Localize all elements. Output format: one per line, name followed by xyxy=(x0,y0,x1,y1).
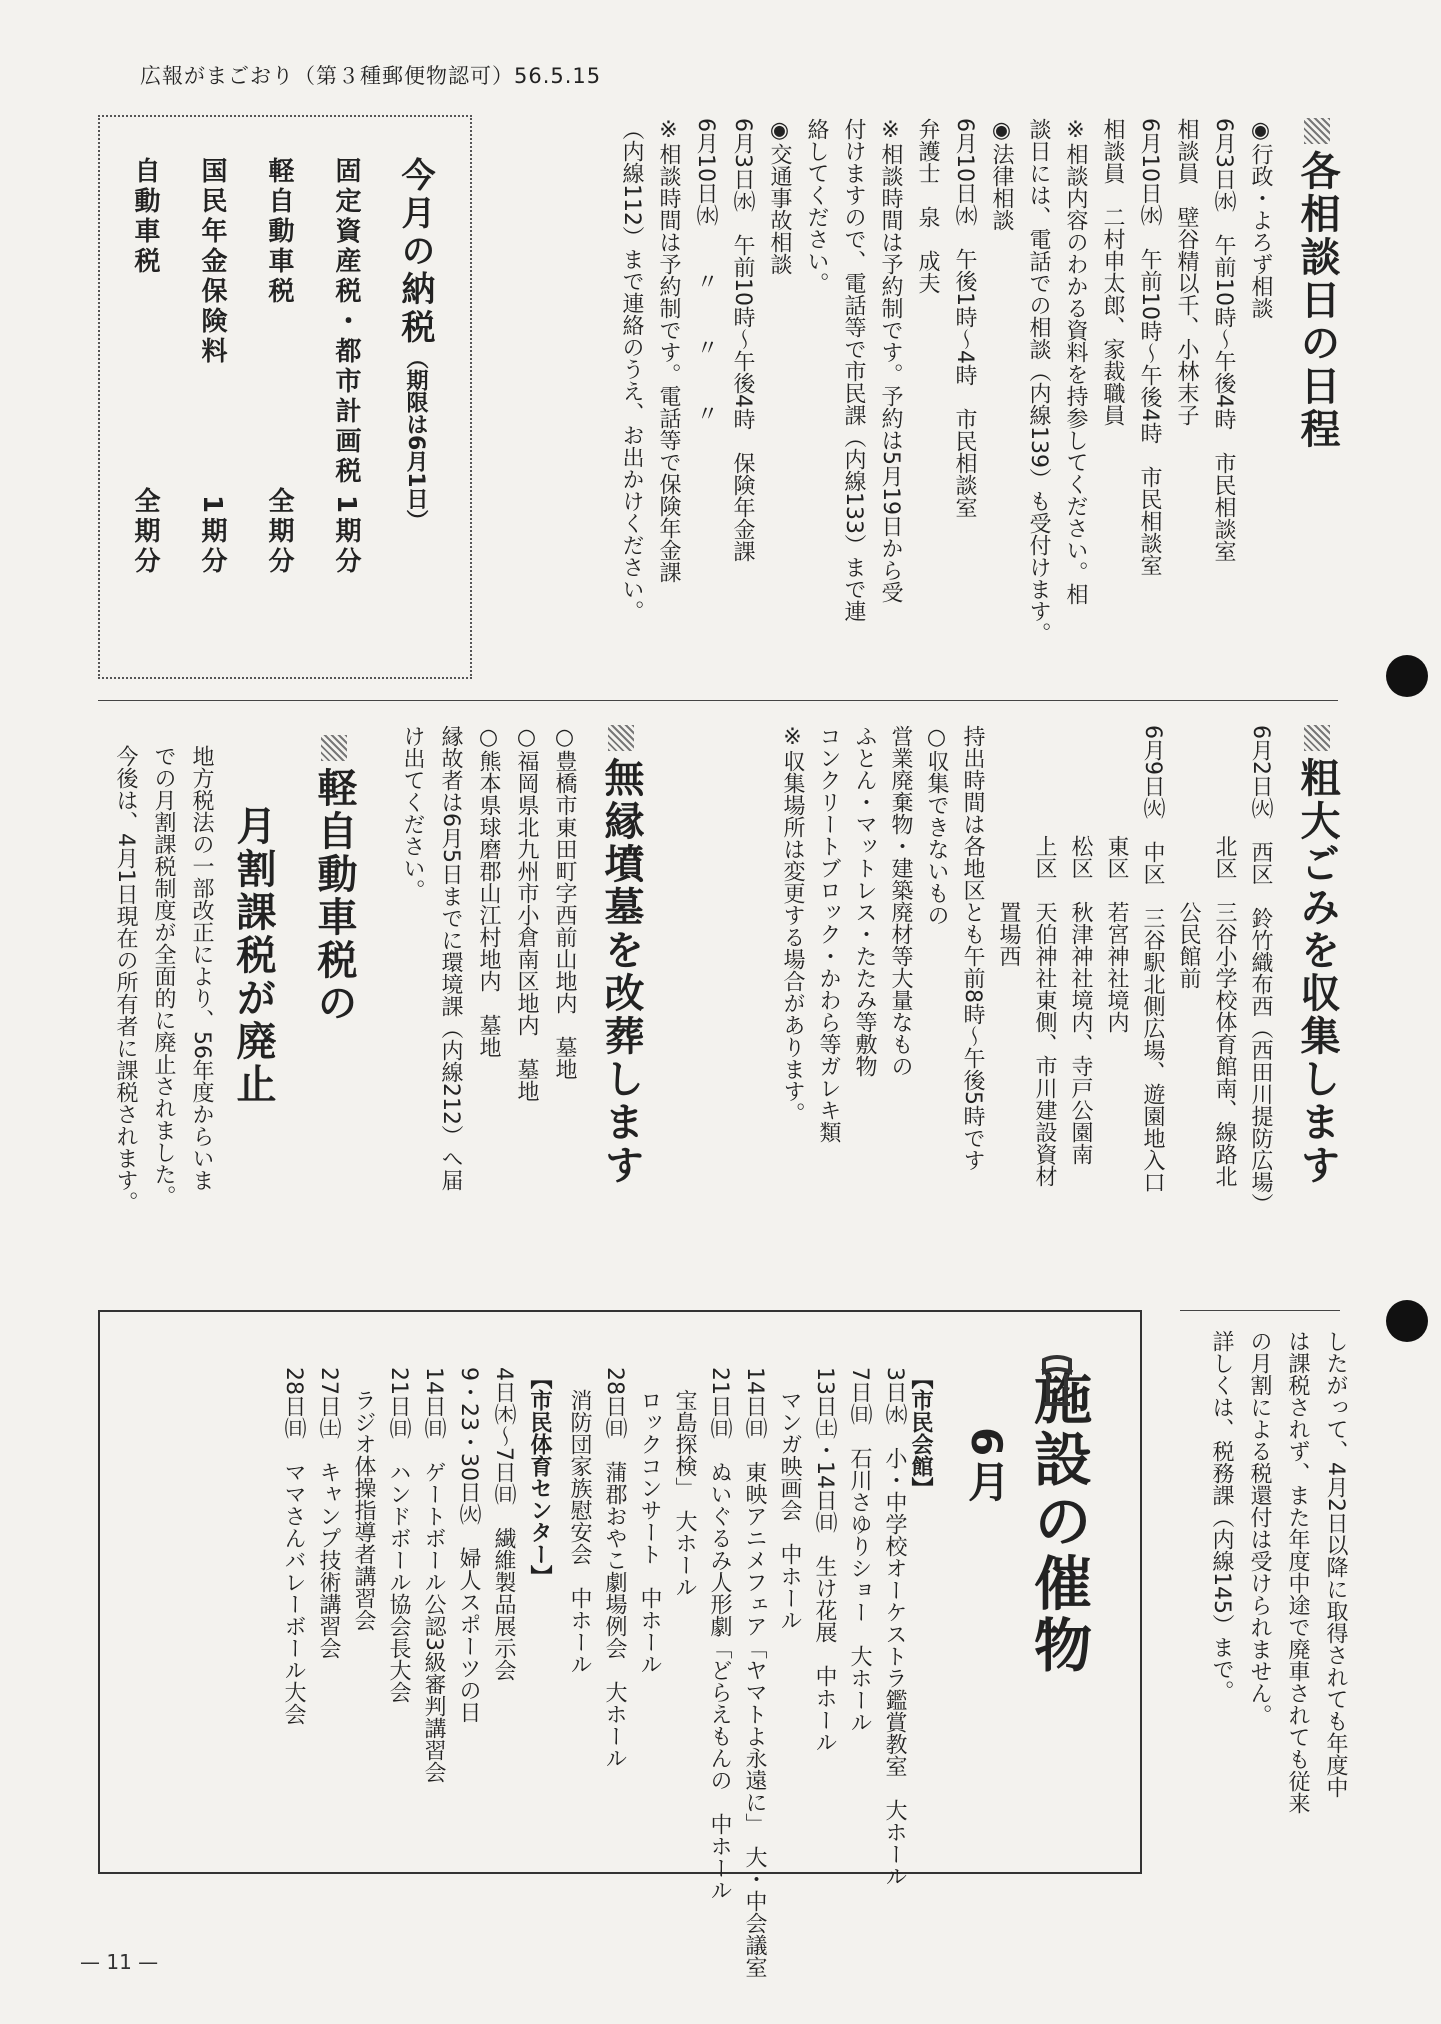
cartax-body-right xyxy=(1194,1330,1346,1890)
text-line: 詳しくは、税務課（内線145）まで。 xyxy=(1209,1330,1234,1702)
page-number: — 11 — xyxy=(80,1950,159,1974)
tax-item xyxy=(261,157,298,577)
text-line: （内線112）まで連絡のうえ、お出かけください。 xyxy=(619,118,644,622)
text-line: ○熊本県球磨郡山江村地内 墓地 xyxy=(476,725,501,1058)
garbage-lines xyxy=(767,725,1271,1295)
cartax-title-1: 軽自動車税の xyxy=(311,767,357,1025)
grave-section xyxy=(385,725,650,1295)
page-header: 広報がまごおり（第３種郵便物認可）56.5.15 xyxy=(140,64,602,88)
garbage-title: 粗大ごみを収集します xyxy=(1294,757,1340,1187)
binder-hole-top xyxy=(1386,655,1428,697)
tax-deadline: （期限は6月1日） xyxy=(403,347,428,532)
venue-gym: 【市民体育センター】 xyxy=(527,1367,552,1587)
text-line: 消防団家族慰安会 中ホール xyxy=(567,1367,592,1675)
tax-item-period: 全期分 xyxy=(264,487,294,577)
binder-hole-bottom xyxy=(1386,1300,1428,1342)
events-title: 施設の催物 xyxy=(1024,1367,1092,1677)
text-line: は課税されず、また年度中途で廃車されても従来 xyxy=(1285,1330,1310,1814)
text-line: ◉交通事故相談 xyxy=(767,118,792,275)
text-line: 談日には、電話での相談（内線139）も受付けます。 xyxy=(1026,118,1051,644)
consult-title-wrap xyxy=(1289,118,1346,688)
text-line: 6月10日㈬ 午後1時〜4時 市民相談室 xyxy=(952,118,977,518)
text-line: 21日㈰ ハンドボール協会長大会 xyxy=(386,1367,411,1703)
text-line: 6月9日㈫ 中区 三谷駅北側広場、遊園地入口 xyxy=(1140,725,1165,1193)
text-line: 14日㈰ ゲートボール公認3級審判講習会 xyxy=(421,1367,446,1783)
text-line: 北区 三谷小学校体育館南、線路北 xyxy=(1212,725,1237,1187)
text-line: 13日㈯・14日㈰ 生け花展 中ホール xyxy=(812,1367,837,1753)
grave-title: 無縁墳墓を改葬します xyxy=(598,757,644,1187)
consult-section xyxy=(605,118,1346,688)
text-line: ※相談時間は予約制です。電話等で保険年金課 xyxy=(656,118,681,583)
events-month: 6月 xyxy=(962,1427,1011,1507)
text-line: 絡してください。 xyxy=(804,118,829,294)
hatch-icon xyxy=(321,735,347,761)
text-line: 東区 若宮神社境内 xyxy=(1104,725,1129,1033)
tax-item xyxy=(328,157,365,577)
consult-lines xyxy=(605,118,1271,688)
text-line: 縁故者は6月5日までに環境課（内線212）へ届 xyxy=(438,725,463,1191)
venue2-lines xyxy=(269,1367,514,1847)
text-line: ○福岡県北九州市小倉南区地内 墓地 xyxy=(514,725,539,1102)
text-line: 21日㈰ ぬいぐるみ人形劇「どらえもんの 中ホール xyxy=(707,1367,732,1901)
text-line: ◉法律相談 xyxy=(989,118,1014,231)
text-line: 28日㈰ 蒲郡おやこ劇場例会 大ホール xyxy=(602,1367,627,1769)
text-line: 松区 秋津神社境内、寺戸公園南 xyxy=(1068,725,1093,1165)
text-line: ラジオ体操指導者講習会 xyxy=(351,1367,376,1631)
text-line: ◉行政・よろず相談 xyxy=(1248,118,1273,319)
text-line: ふとん・マットレス・たたみ等敷物 xyxy=(852,725,877,1077)
cartax-body-left xyxy=(98,745,212,1305)
consult-title: 各相談日の日程 xyxy=(1294,150,1340,451)
text-line: ○豊橋市東田町字西前山地内 墓地 xyxy=(552,725,577,1080)
tax-items xyxy=(127,157,365,647)
text-line: したがって、4月2日以降に取得されても年度中 xyxy=(1323,1330,1348,1798)
text-line: マンガ映画会 中ホール xyxy=(777,1367,802,1631)
text-line: 28日㈰ ママさんバレーボール大会 xyxy=(281,1367,306,1725)
tax-item-name: 国民年金保険料 xyxy=(197,157,227,367)
text-line: 6月3日㈬ 午前10時〜午後4時 市民相談室 xyxy=(1211,118,1236,562)
tax-item-name: 固定資産税・都市計画税 xyxy=(331,157,361,487)
text-line: 公民館前 xyxy=(1176,725,1201,989)
tax-item-name: 軽自動車税 xyxy=(264,157,294,307)
text-line: 27日㈯ キャンプ技術講習会 xyxy=(316,1367,341,1659)
tax-item-name: 自動車税 xyxy=(130,157,160,277)
venue-civic-hall: 【市民会館】 xyxy=(908,1367,933,1499)
venue1-lines xyxy=(555,1367,907,1978)
text-line: 3日㈬ 小・中学校オーケストラ鑑賞教室 大ホール xyxy=(882,1367,907,1887)
text-line: 6月3日㈬ 午前10時〜午後4時 保険年金課 xyxy=(730,118,755,562)
hatch-icon xyxy=(1304,118,1330,144)
tax-item-period: 1期分 xyxy=(331,494,361,577)
tax-item xyxy=(127,157,164,577)
text-line: 7日㈰ 石川さゆりショー 大ホール xyxy=(847,1367,872,1733)
text-line: 4日㈭〜7日㈰ 繊維製品展示会 xyxy=(491,1367,516,1681)
tax-item xyxy=(194,157,231,577)
tax-item-period: 1期分 xyxy=(197,494,227,577)
text-line: 置場西 xyxy=(996,725,1021,967)
text-line: 宝島探検」 大ホール xyxy=(672,1367,697,1598)
cartax-heading xyxy=(225,735,363,1235)
text-line: の月割による税還付は受けられません。 xyxy=(1247,1330,1272,1726)
text-line: 相談員 二村申太郎、家裁職員 xyxy=(1100,118,1125,426)
text-line: 持出時間は各地区とも午前8時〜午後5時です xyxy=(960,725,985,1171)
text-line: 営業廃棄物・建築廃材等大量なもの xyxy=(888,725,913,1077)
text-line: 付けますので、電話等で市民課（内線133）まで連 xyxy=(841,118,866,622)
garbage-section xyxy=(767,725,1346,1295)
hatch-icon xyxy=(608,725,634,751)
text-line: 今後は、4月1日現在の所有者に課税されます。 xyxy=(113,745,138,1213)
text-line: 6月10日㈬ 〃 〃 〃 xyxy=(693,118,718,424)
text-line: 地方税法の一部改正により、56年度からいま xyxy=(189,745,214,1191)
text-line: 相談員 壁谷精以千、小林末子 xyxy=(1174,118,1199,426)
grave-lines xyxy=(385,725,575,1295)
divider-top xyxy=(98,700,1338,701)
text-line: 6月2日㈫ 西区 鈴竹織布西（西田川提防広場） xyxy=(1248,725,1273,1215)
tax-title: 今月の納税 xyxy=(395,157,435,347)
hall-logo-icon xyxy=(1034,1352,1080,1412)
text-line: ※相談内容のわかる資料を持参してください。相 xyxy=(1063,118,1088,605)
text-line: 14日㈰ 東映アニメフェア「ヤマトよ永遠に」 大・中会議室 xyxy=(742,1367,767,1978)
text-line: 9・23・30日㈫ 婦人スポーツの日 xyxy=(456,1367,481,1723)
tax-box xyxy=(98,115,472,679)
cartax-title-2: 月割課税が廃止 xyxy=(230,805,276,1106)
divider-middle xyxy=(1180,1310,1340,1311)
text-line: 上区 天伯神社東側、市川建設資材 xyxy=(1032,725,1057,1187)
text-line: 6月10日㈬ 午前10時〜午後4時 市民相談室 xyxy=(1137,118,1162,576)
text-line: 弁護士 泉 成夫 xyxy=(915,118,940,294)
tax-item-period: 全期分 xyxy=(130,487,160,577)
text-line: コンクリートブロック・かわら等ガレキ類 xyxy=(816,725,841,1143)
text-line: ※相談時間は予約制です。予約は5月19日から受 xyxy=(878,118,903,603)
text-line: け出てください。 xyxy=(400,725,425,901)
text-line: ○収集できないもの xyxy=(924,725,949,926)
text-line: での月割課税制度が全面的に廃止されました。 xyxy=(151,745,176,1207)
text-line: ロックコンサート 中ホール xyxy=(637,1367,662,1675)
hatch-icon xyxy=(1304,725,1330,751)
text-line: ※収集場所は変更する場合があります。 xyxy=(780,725,805,1124)
